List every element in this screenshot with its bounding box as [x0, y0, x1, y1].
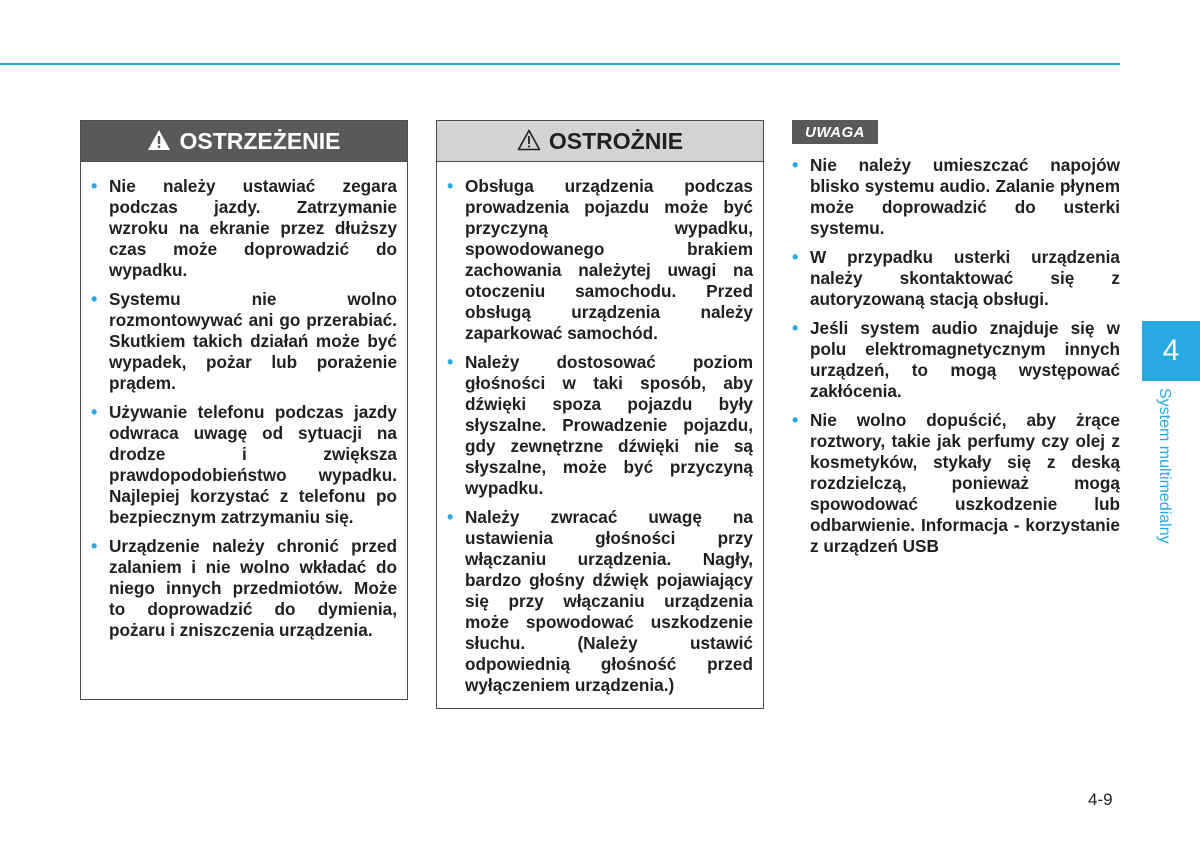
- warning-box: [80, 120, 408, 700]
- list-item: • Systemu nie wolno rozmontowywać ani go przerabiać. Skutkiem takich działań może być wypadek, pożar lub porażenie prądem.: [91, 289, 397, 394]
- list-item: • Należy dostosować poziom głośności w taki sposób, aby dźwięki spoza pojazdu były słyszalne. Prowadzenie pojazdu, gdy zewnętrzne dźwięki nie są słyszalne, może być przyczyną wypadku.: [447, 352, 753, 499]
- list-item: • Obsługa urządzenia podczas prowadzenia pojazdu może być przyczyną wypadku, spowodowanego brakiem zachowania należytej uwagi na otoczeniu samochodu. Przed obsługą urządzenia należy zaparkować samochód.: [447, 176, 753, 344]
- top-rule: [0, 63, 1120, 65]
- warning-triangle-outline-icon: [517, 129, 541, 151]
- warning-triangle-filled-icon: [147, 129, 171, 151]
- caution-box: [436, 120, 764, 709]
- list-item: • W przypadku usterki urządzenia należy skontaktować się z autoryzowaną stacją obsługi.: [792, 247, 1120, 310]
- list-item: • Należy zwracać uwagę na ustawienia głośności przy włączaniu urządzenia. Nagły, bardzo głośny dźwięk pojawiający się przy włączaniu urządzenia może spowodować uszkodzenie słuchu. (Należy ustawić odpowiednią głośność przed wyłączeniem urządzenia.): [447, 507, 753, 696]
- chapter-tab: 4: [1142, 321, 1200, 381]
- caution-title: OSTROŻNIE: [548, 127, 684, 154]
- page-number: 4-9: [1088, 790, 1113, 809]
- caution-list: [437, 162, 763, 696]
- list-item: • Jeśli system audio znajduje się w polu elektromagnetycznym innych urządzeń, to mogą występować zakłócenia.: [792, 318, 1120, 402]
- chapter-title: System multimedialny: [1156, 388, 1173, 544]
- list-item: • Używanie telefonu podczas jazdy odwraca uwagę od sytuacji na drodze i zwiększa prawdopodobieństwo wypadku. Najlepiej korzystać z telefonu po bezpiecznym zatrzymaniu się.: [91, 402, 397, 528]
- list-item: • Nie wolno dopuścić, aby żrące roztwory, takie jak perfumy czy olej z kosmetyków, stykały się z deską rozdzielczą, ponieważ mogą spowodować uszkodzenie lub odbarwienie. Informacja - korzystanie z urządzeń USB: [792, 410, 1120, 557]
- list-item: • Nie należy umieszczać napojów blisko systemu audio. Zalanie płynem może doprowadzić do usterki systemu.: [792, 155, 1120, 239]
- warning-title: OSTRZEŻENIE: [179, 127, 341, 154]
- note-label: UWAGA: [792, 120, 878, 144]
- list-item: • Nie należy ustawiać zegara podczas jazdy. Zatrzymanie wzroku na ekranie przez dłuższy czas może doprowadzić do wypadku.: [91, 176, 397, 281]
- list-item: • Urządzenie należy chronić przed zalaniem i nie wolno wkładać do niego innych przedmiotów. Może to doprowadzić do dymienia, pożaru i zniszczenia urządzenia.: [91, 536, 397, 641]
- warning-header: [81, 121, 407, 162]
- note-list: [792, 155, 1120, 565]
- warning-list: [81, 162, 407, 641]
- caution-header: [437, 121, 763, 162]
